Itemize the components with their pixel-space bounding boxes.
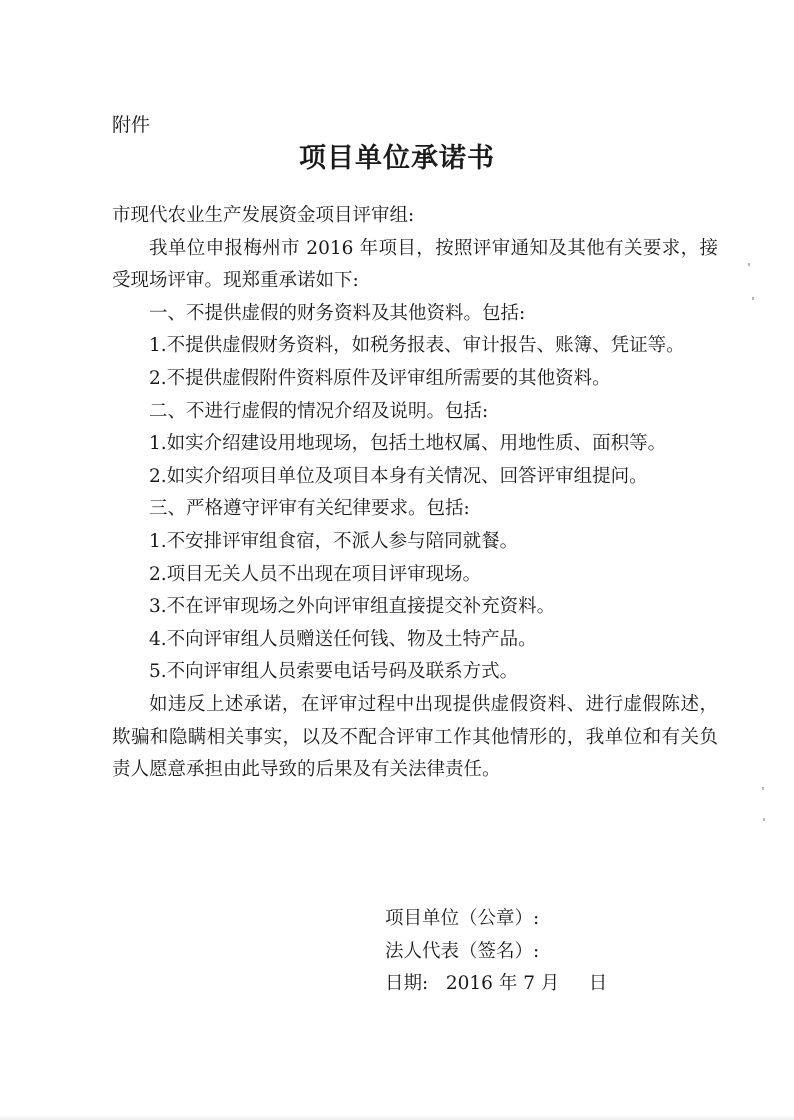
list-item: 1.如实介绍建设用地现场，包括土地权属、用地性质、面积等。 <box>149 433 667 455</box>
document-body <box>112 200 718 787</box>
list-item: 5.不向评审组人员索要电话号码及联系方式。 <box>149 661 519 683</box>
legal-rep-line: 法人代表（签名）: <box>385 940 540 962</box>
document-title: 项目单位承诺书 <box>299 143 495 174</box>
date-line: 日期: 2016 年 7 月 日 <box>385 973 608 994</box>
section-heading: 三、严格遵守评审有关纪律要求。包括: <box>149 498 470 520</box>
signature-block <box>385 903 607 1001</box>
attachment-label: 附件 <box>112 114 151 136</box>
section-heading: 二、不进行虚假的情况介绍及说明。包括: <box>149 400 489 422</box>
list-item: 1.不提供虚假财务资料，如税务报表、审计报告、账簿、凭证等。 <box>149 335 685 357</box>
scan-speck <box>752 297 754 300</box>
intro-paragraph: 我单位申报梅州市 2016 年项目，按照评审通知及其他有关要求，接受现场评审。现郑重承诺如下: <box>112 237 718 292</box>
list-item: 2.不提供虚假附件资料原件及评审组所需要的其他资料。 <box>149 367 611 389</box>
list-item: 2.如实介绍项目单位及项目本身有关情况、回答评审组提问。 <box>149 465 648 487</box>
scan-speck <box>748 263 750 266</box>
unit-seal-line: 项目单位（公章）: <box>385 908 540 929</box>
scan-speck <box>762 787 764 790</box>
list-item: 3.不在评审现场之外向评审组直接提交补充资料。 <box>149 596 556 618</box>
scan-edge <box>0 1114 794 1120</box>
addressee: 市现代农业生产发展资金项目评审组: <box>112 205 415 226</box>
list-item: 4.不向评审组人员赠送任何钱、物及土特产品。 <box>149 628 537 650</box>
closing-paragraph: 如违反上述承诺，在评审过程中出现提供虚假资料、进行虚假陈述，欺骗和隐瞒相关事实，以及不配合评审工作其他情形的，我单位和有关负责人愿意承担由此导致的后果及有关法律责任。 <box>112 693 718 781</box>
scan-speck <box>763 818 765 821</box>
list-item: 1.不安排评审组食宿，不派人参与陪同就餐。 <box>149 530 519 552</box>
list-item: 2.项目无关人员不出现在项目评审现场。 <box>149 563 482 585</box>
section-heading: 一、不提供虚假的财务资料及其他资料。包括: <box>149 302 526 324</box>
